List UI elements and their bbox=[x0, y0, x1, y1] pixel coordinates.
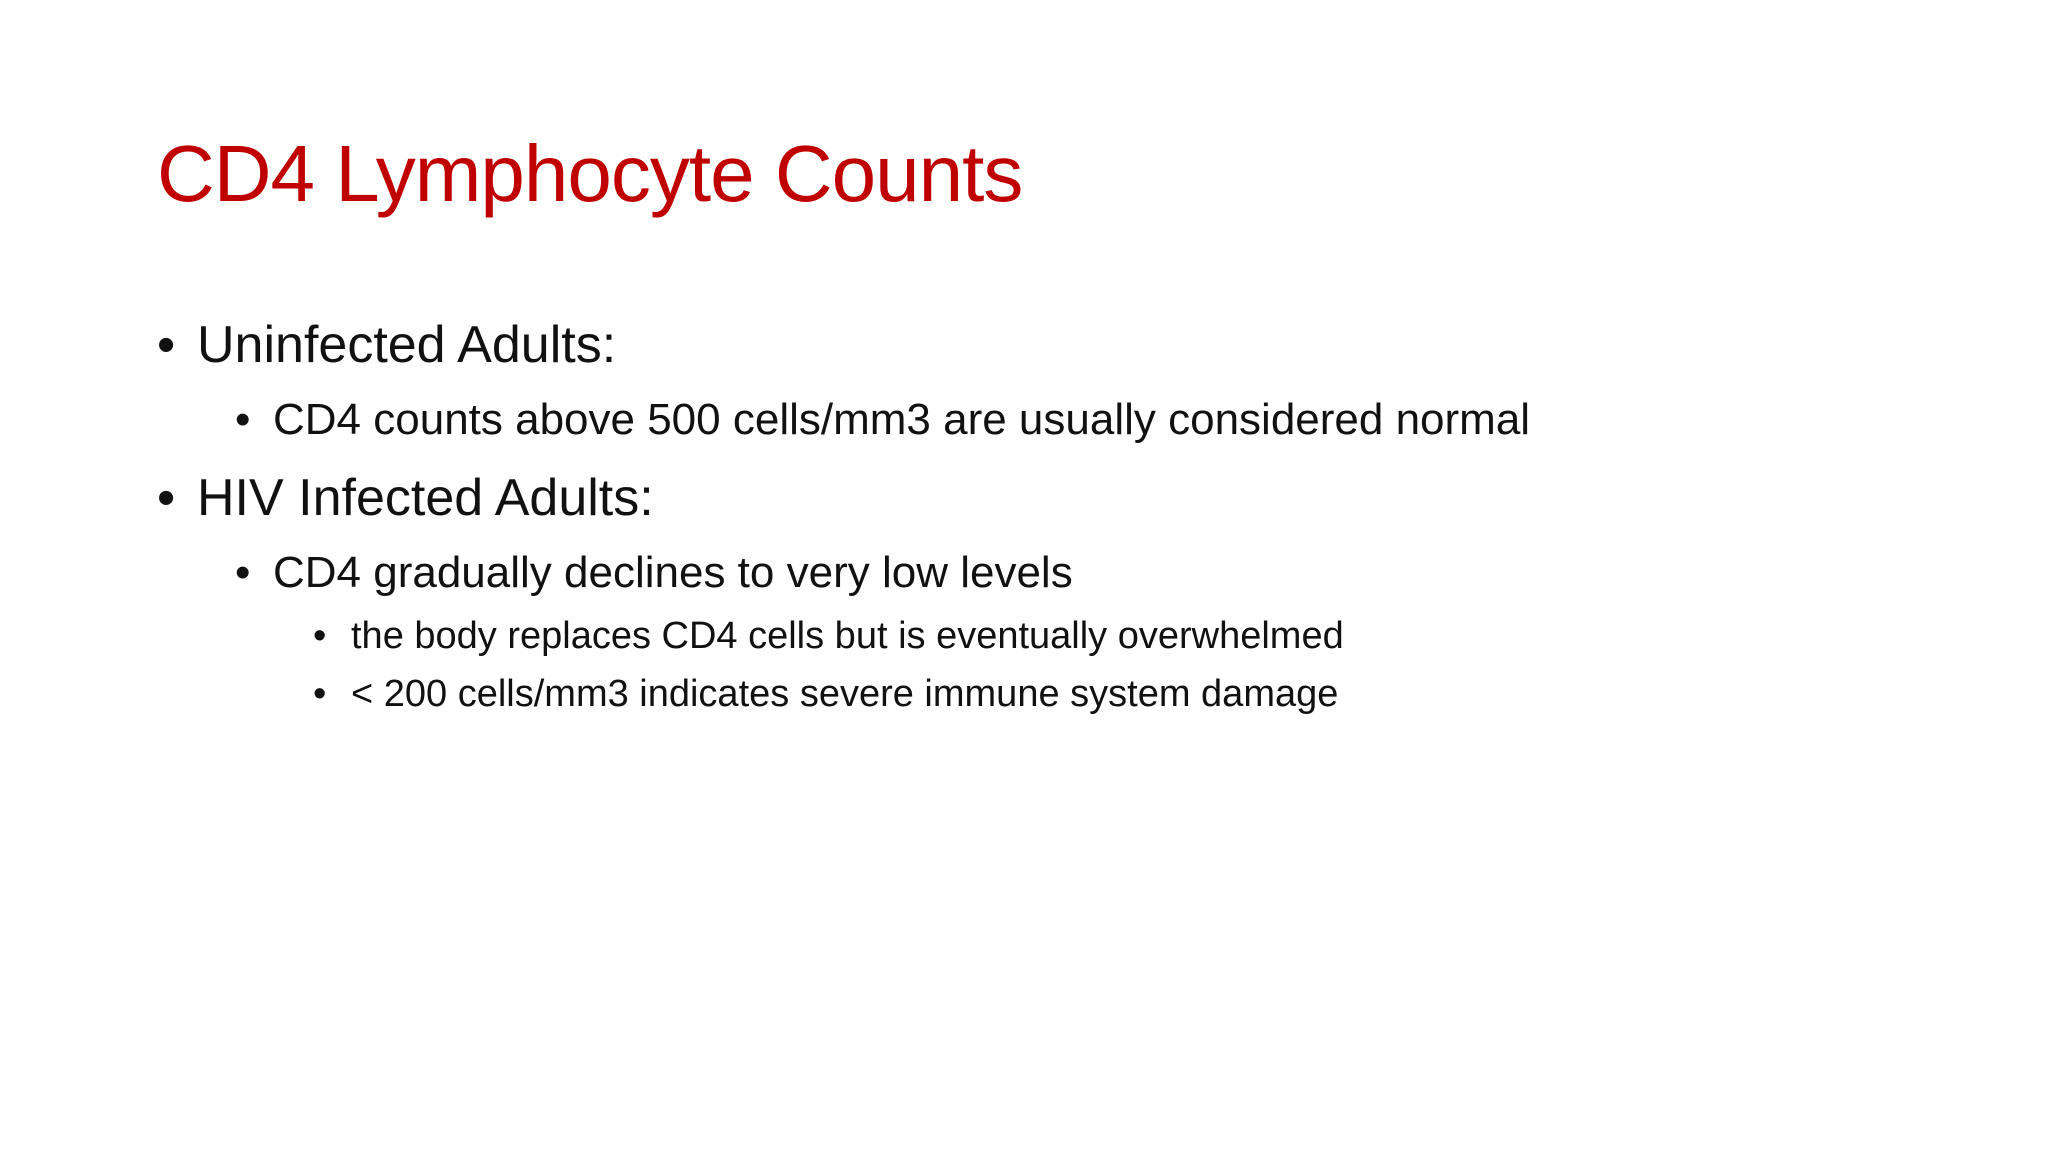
bullet-item-uninfected-adults bbox=[157, 310, 616, 380]
bullet-text: Uninfected Adults: bbox=[197, 316, 617, 374]
bullet-text: CD4 gradually declines to very low levels bbox=[273, 548, 1073, 597]
bullet-text: the body replaces CD4 cells but is eventually overwhelmed bbox=[351, 615, 1344, 657]
bullet-text: CD4 counts above 500 cells/mm3 are usually considered normal bbox=[273, 395, 1531, 444]
bullet-text: < 200 cells/mm3 indicates severe immune system damage bbox=[351, 673, 1339, 715]
bullet-icon: • bbox=[157, 469, 176, 527]
bullet-icon: • bbox=[157, 316, 176, 374]
bullet-item-severe-damage bbox=[313, 668, 1338, 720]
bullet-item-body-replaces bbox=[313, 610, 1344, 662]
bullet-icon: • bbox=[313, 673, 327, 715]
bullet-item-hiv-infected-adults bbox=[157, 463, 654, 533]
bullet-icon: • bbox=[235, 395, 251, 444]
bullet-text: HIV Infected Adults: bbox=[197, 469, 654, 527]
bullet-icon: • bbox=[235, 548, 251, 597]
bullet-item-normal-count bbox=[235, 390, 1530, 450]
bullet-icon: • bbox=[313, 615, 327, 657]
slide-title: CD4 Lymphocyte Counts bbox=[157, 129, 1023, 218]
bullet-item-cd4-declines bbox=[235, 543, 1073, 603]
